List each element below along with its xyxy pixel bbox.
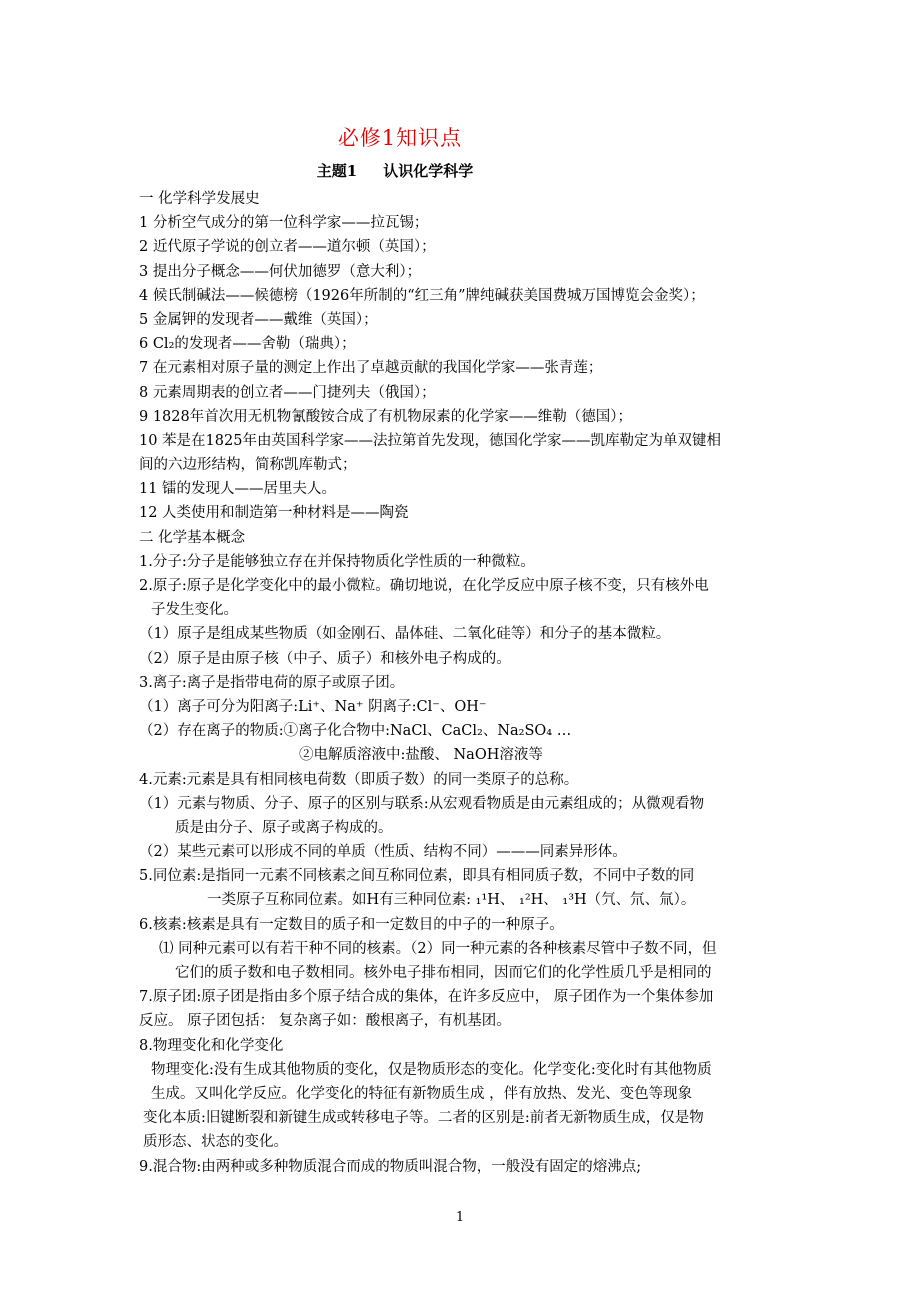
text-line: 9 1828年首次用无机物氰酸铵合成了有机物尿素的化学家——维勒（德国）； xyxy=(139,408,632,425)
text-line: （1）元素与物质、分子、原子的区别与联系:从宏观看物质是由元素组成的；从微观看物 xyxy=(139,795,705,812)
text-line: ⑴ 同种元素可以有若干种不同的核素。（2）同一种元素的各种核素尽管中子数不同，但 xyxy=(159,940,717,957)
text-line: （1）原子是组成某些物质（如金刚石、晶体硅、二氧化硅等）和分子的基本微粒。 xyxy=(139,626,671,643)
text-line: 质形态、状态的变化。 xyxy=(143,1134,288,1151)
text-line: （2）原子是由原子核（中子、质子）和核外电子构成的。 xyxy=(139,650,511,667)
text-line: 2 近代原子学说的创立者——道尔顿（英国）； xyxy=(139,239,436,256)
text-line: 1.分子:分子是能够独立存在并保持物质化学性质的一种微粒。 xyxy=(139,553,535,570)
text-line: 生成。又叫化学反应。化学变化的特征有新物质生成 ，伴有放热、发光、变色等现象 xyxy=(151,1085,693,1102)
text-line: 12 人类使用和制造第一种材料是——陶瓷 xyxy=(139,505,409,522)
section-number: 主题1 xyxy=(316,162,358,180)
text-line: 6 Cl₂的发现者——舍勒（瑞典）； xyxy=(139,336,356,353)
text-line: 二 化学基本概念 xyxy=(139,529,246,546)
text-line: 变化本质:旧键断裂和新键生成或转移电子等。二者的区别是:前者无新物质生成，仅是物 xyxy=(143,1110,704,1127)
text-line: 2.原子:原子是化学变化中的最小微粒。确切地说，在化学反应中原子核不变，只有核外电 xyxy=(139,578,709,594)
text-line: 子发生变化。 xyxy=(151,602,238,619)
text-line: 8 元素周期表的创立者——门捷列夫（俄国）； xyxy=(139,384,436,401)
text-line: 它们的质子数和电子数相同。核外电子排布相同，因而它们的化学性质几乎是相同的 xyxy=(175,965,712,981)
text-line: （2）存在离子的物质:①离子化合物中:NaCl、CaCl₂、Na₂SO₄ … xyxy=(139,723,572,740)
text-line: （2）某些元素可以形成不同的单质（性质、结构不同）———同素异形体。 xyxy=(139,844,627,861)
text-line: 5.同位素:是指同一元素不同核素之间互称同位素，即具有相同质子数，不同中子数的同 xyxy=(139,868,695,885)
text-line: 6.核素:核素是具有一定数目的质子和一定数目的中子的一种原子。 xyxy=(139,916,564,933)
text-line: 11 镭的发现人——居里夫人。 xyxy=(139,481,337,498)
document-body xyxy=(139,187,799,1179)
text-line: （1）离子可分为阳离子:Li⁺、Na⁺ 阴离子:Cl⁻、OH⁻ xyxy=(139,698,487,715)
text-line: 1 分析空气成分的第一位科学家——拉瓦锡； xyxy=(139,215,429,232)
text-line: 7.原子团:原子团是指由多个原子结合成的集体，在许多反应中， 原子团作为一个集体参加 xyxy=(139,989,714,1006)
text-line: 质是由分子、原子或离子构成的。 xyxy=(175,819,393,836)
section-heading xyxy=(0,160,790,181)
text-line: 5 金属钾的发现者——戴维（英国）； xyxy=(139,311,378,328)
page-number: 1 xyxy=(455,1210,465,1225)
text-line: ②电解质溶液中:盐酸、 NaOH溶液等 xyxy=(299,747,543,764)
text-line: 一类原子互称同位素。如H有三种同位素: ₁¹H、 ₁²H、 ₁³H（氕、氘、氚）。 xyxy=(207,892,696,909)
text-line: 4.元素:元素是具有相同核电荷数（即质子数）的同一类原子的总称。 xyxy=(139,771,579,788)
text-line: 4 候氏制碱法——候德榜（1926年所制的“红三角”牌纯碱获美国费城万国博览会金奖）； xyxy=(139,287,705,304)
text-line: 间的六边形结构，简称凯库勒式； xyxy=(139,457,357,474)
text-line: 反应。 原子团包括： 复杂离子如：酸根离子，有机基团。 xyxy=(139,1013,511,1030)
text-line: 3 提出分子概念——何伏加德罗（意大利）； xyxy=(139,263,422,280)
section-title: 认识化学科学 xyxy=(383,162,474,180)
text-line: 7 在元素相对原子量的测定上作出了卓越贡献的我国化学家——张青莲； xyxy=(139,360,603,377)
text-line: 一 化学科学发展史 xyxy=(139,191,260,207)
text-line: 9.混合物:由两种或多种物质混合而成的物质叫混合物，一般没有固定的熔沸点; xyxy=(139,1158,642,1175)
document-title: 必修1知识点 xyxy=(337,126,463,150)
text-line: 8.物理变化和化学变化 xyxy=(139,1037,284,1054)
text-line: 10 苯是在1825年由英国科学家——法拉第首先发现，德国化学家——凯库勒定为单双键相 xyxy=(139,432,721,449)
text-line: 物理变化:没有生成其他物质的变化，仅是物质形态的变化。化学变化:变化时有其他物质 xyxy=(151,1061,712,1078)
text-line: 3.离子:离子是指带电荷的原子或原子团。 xyxy=(139,674,405,691)
